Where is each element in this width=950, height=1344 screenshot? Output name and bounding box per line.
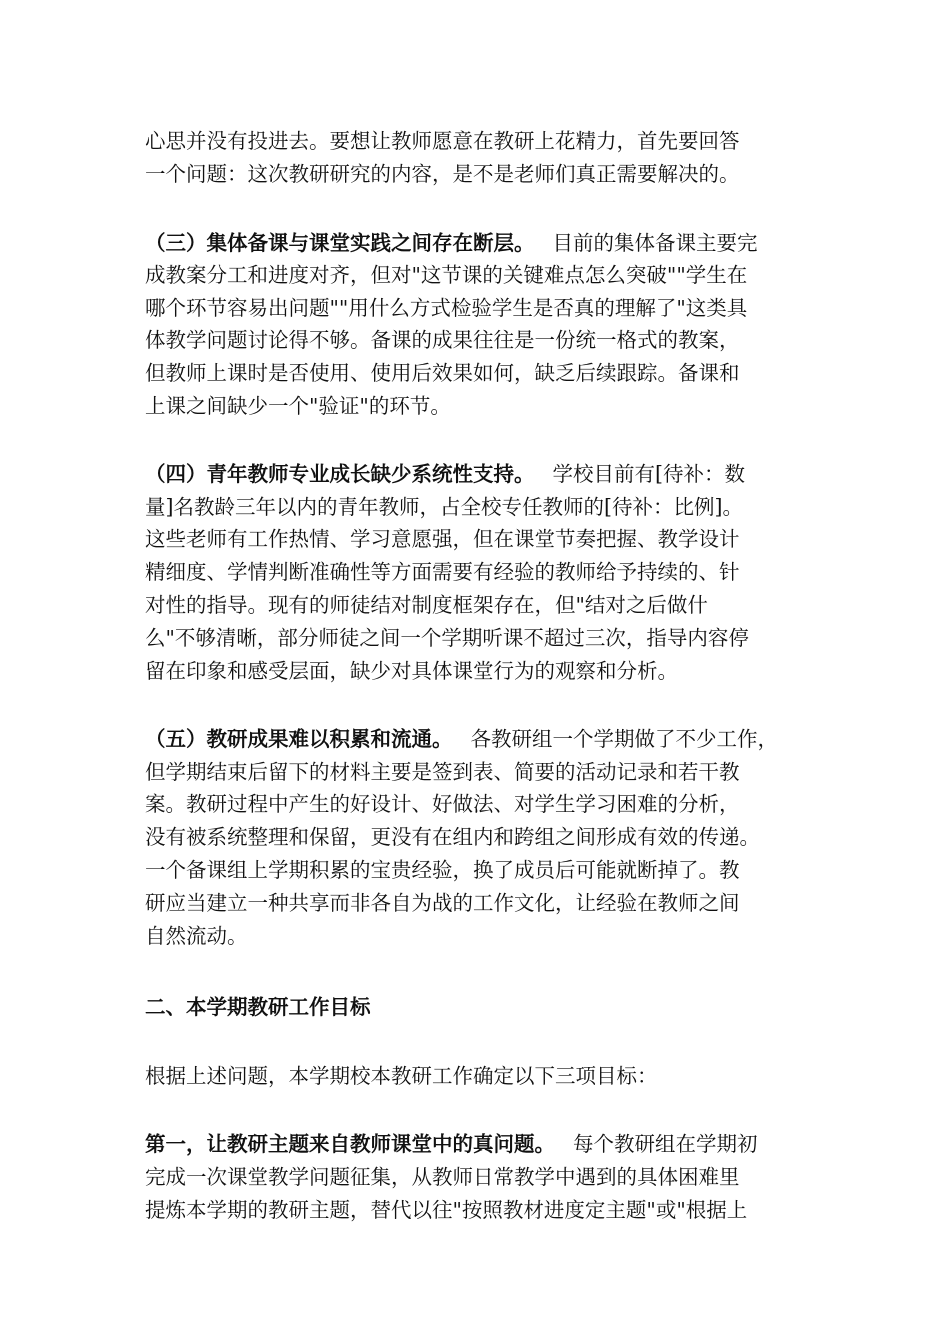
section-heading: （三）集体备课与课堂实践之间存在断层。 [145,231,535,255]
text-line: 体教学问题讨论得不够。备课的成果往往是一份统一格式的教案， [145,328,740,352]
text-line: 一个问题：这次教研研究的内容，是不是老师们真正需要解决的。 [145,162,740,186]
intro-paragraph: 根据上述问题，本学期校本教研工作确定以下三项目标： [145,1064,658,1088]
paragraph-first-line [145,457,745,491]
text-line: 这些老师有工作热情、学习意愿强，但在课堂节奏把握、教学设计 [145,527,740,551]
text-line: 精细度、学情判断准确性等方面需要有经验的教师给予持续的、针 [145,560,740,584]
paragraph-first-line [145,226,758,260]
text-line: 量]名教龄三年以内的青年教师，占全校专任教师的[待补：比例]。 [145,495,743,519]
paragraph-first-line [145,722,778,756]
text-run: 学校目前有[待补：数 [552,462,745,486]
section-heading: （四）青年教师专业成长缺少系统性支持。 [145,462,535,486]
text-line: 哪个环节容易出问题""用什么方式检验学生是否真的理解了"这类具 [145,296,748,320]
goal-heading: 第一，让教研主题来自教师课堂中的真问题。 [145,1132,555,1156]
text-line: 案。教研过程中产生的好设计、好做法、对学生学习困难的分析， [145,792,740,816]
text-run: 各教研组一个学期做了不少工作， [470,727,778,751]
text-line: 一个备课组上学期积累的宝贵经验，换了成员后可能就断掉了。教 [145,858,740,882]
text-line: 成教案分工和进度对齐，但对"这节课的关键难点怎么突破""学生在 [145,263,748,287]
text-line: 但教师上课时是否使用、使用后效果如何，缺乏后续跟踪。备课和 [145,361,740,385]
section-title: 二、本学期教研工作目标 [145,995,371,1019]
text-line: 上课之间缺少一个"验证"的环节。 [145,394,451,418]
text-line: 完成一次课堂教学问题征集，从教师日常教学中遇到的具体困难里 [145,1165,740,1189]
text-line: 对性的指导。现有的师徒结对制度框架存在，但"结对之后做什 [145,593,708,617]
text-line: 自然流动。 [145,924,248,948]
paragraph-first-line [145,1127,758,1161]
text-line: 但学期结束后留下的材料主要是签到表、简要的活动记录和若干教 [145,760,740,784]
text-line: 研应当建立一种共享而非各自为战的工作文化，让经验在教师之间 [145,891,740,915]
text-line: 提炼本学期的教研主题，替代以往"按照教材进度定主题"或"根据上 [145,1198,748,1222]
text-line: 没有被系统整理和保留，更没有在组内和跨组之间形成有效的传递。 [145,825,760,849]
text-run: 每个教研组在学期初 [573,1132,758,1156]
text-run: 目前的集体备课主要完 [552,231,758,255]
section-heading: （五）教研成果难以积累和流通。 [145,727,453,751]
text-line: 心思并没有投进去。要想让教师愿意在教研上花精力，首先要回答 [145,129,740,153]
text-line: 么"不够清晰，部分师徒之间一个学期听课不超过三次，指导内容停 [145,626,749,650]
text-line: 留在印象和感受层面，缺少对具体课堂行为的观察和分析。 [145,659,678,683]
